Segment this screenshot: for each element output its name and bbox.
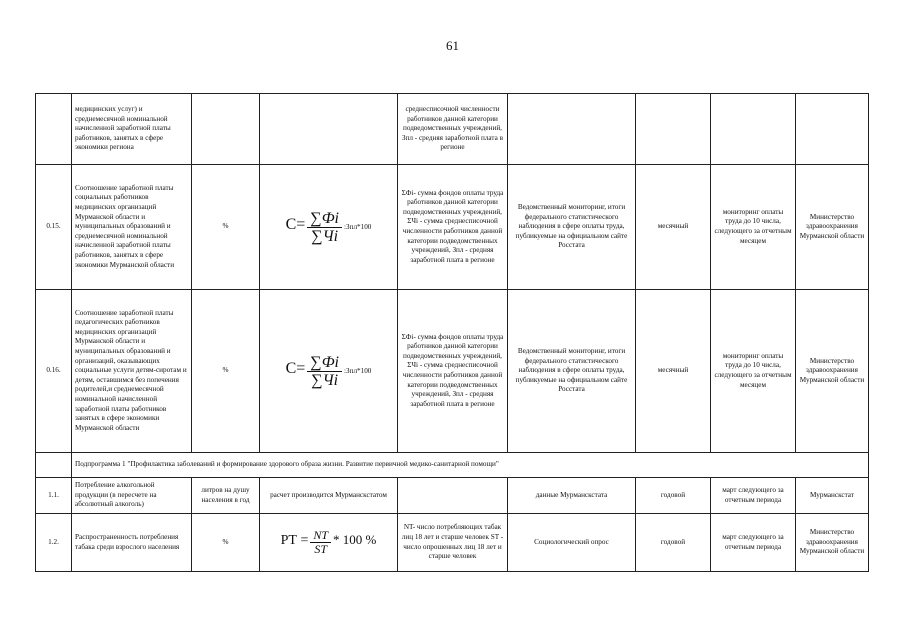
deadline: март следующего за отчетным периода [711, 478, 796, 514]
data-source: данные Мурманскстата [508, 478, 636, 514]
periodicity: годовой [636, 514, 711, 572]
section-spacer [36, 453, 72, 478]
formula [260, 165, 398, 290]
formula-lhs: С= [285, 359, 306, 377]
formula-notes: среднесписочной численности работников данной категории подведомственных учреждений, Зпл - средняя заработной плата в регионе [398, 94, 508, 165]
responsible [796, 94, 869, 165]
row-number: 1.2. [36, 514, 72, 572]
deadline: мониторинг оплаты труда до 10 числа, следующего за отчетным месяцем [711, 165, 796, 290]
formula-denominator: ∑Чi [311, 371, 339, 389]
formula-notes: NT- число потребляющих табак лиц 18 лет и старше человек ST - число опрошенных лиц 18 лет и старше человек [398, 514, 508, 572]
indicator-name: Потребление алкогольной продукции (в пересчете на абсолютный алкоголь) [72, 478, 192, 514]
indicator-name: Соотношение заработной платы социальных работников медицинских организаций Мурманской области и муниципальных образований и среднемесячной номинальной начисленной заработной платы работников, занятых в сфере экономики Мурманской области [72, 165, 192, 290]
formula-numerator: ∑Фi [307, 354, 342, 372]
periodicity: месячный [636, 290, 711, 453]
section-header-row [36, 453, 869, 478]
indicators-table [35, 93, 869, 572]
formula-denominator: ST [314, 542, 328, 556]
formula-fraction [307, 210, 342, 245]
data-source: Ведомственный мониторинг, итоги федерального статистического наблюдения в сфере оплаты труда, публикуемые на официальном сайте Росстата [508, 290, 636, 453]
responsible: Министерство здравоохранения Мурманской области [796, 290, 869, 453]
responsible: Министерство здравоохранения Мурманской области [796, 165, 869, 290]
formula: расчет производится Мурманскстатом [260, 478, 398, 514]
deadline: март следующего за отчетным периода [711, 514, 796, 572]
formula-denominator: ∑Чi [311, 227, 339, 245]
formula [260, 94, 398, 165]
responsible: Мурманскстат [796, 478, 869, 514]
indicator-name: Соотношение заработной платы педагогических работников медицинских организаций Мурманской области и муниципальных образований и организаций, оказывающих социальные услуги детям-сиротам и детям, оставшимся без попечения родителей,и среднемесячной номинальной начисленной заработной платы работников занятых в сфере экономики Мурманской области [72, 290, 192, 453]
periodicity [636, 94, 711, 165]
formula [260, 290, 398, 453]
table-row [36, 94, 869, 165]
deadline [711, 94, 796, 165]
unit: литров на душу населения в год [192, 478, 260, 514]
formula-lhs: PТ = [280, 533, 309, 549]
page-number: 61 [446, 38, 459, 53]
table-row [36, 290, 869, 453]
row-number: 0.16. [36, 290, 72, 453]
periodicity: месячный [636, 165, 711, 290]
formula-rhs: * 100 % [333, 532, 377, 548]
data-source: Ведомственный мониторинг, итоги федерального статистического наблюдения в сфере оплаты труда, публикуемые на официальном сайте Росстата [508, 165, 636, 290]
formula-notes: ΣФi- сумма фондов оплаты труда работников данной категории подведомственных учреждений, ΣЧi - сумма среднесписочной численности работников данной категории подведомственных учреждений, Зпл - средняя заработной плата в регионе [398, 290, 508, 453]
formula-fraction [310, 529, 331, 556]
table-row [36, 514, 869, 572]
section-title: Подпрограмма 1 "Профилактика заболеваний и формирование здорового образа жизни. Развитие первичной медико-санитарной помощи" [72, 453, 869, 478]
formula-numerator: NT [310, 529, 331, 543]
table-row [36, 165, 869, 290]
table-row [36, 478, 869, 514]
formula-notes [398, 478, 508, 514]
formula-numerator: ∑Фi [307, 210, 342, 228]
formula-notes: ΣФi- сумма фондов оплаты труда работников данной категории подведомственных учреждений, ΣЧi - сумма среднесписочной численности работников данной категории подведомственных учреждений, Зпл - средняя заработной плата в регионе [398, 165, 508, 290]
formula [260, 514, 398, 572]
row-number [36, 94, 72, 165]
row-number: 0.15. [36, 165, 72, 290]
row-number: 1.1. [36, 478, 72, 514]
indicator-name: медицинских услуг) и среднемесячной номинальной начисленной заработной платы работников, занятых в сфере экономики региона [72, 94, 192, 165]
unit: % [192, 290, 260, 453]
data-source: Социологический опрос [508, 514, 636, 572]
unit: % [192, 514, 260, 572]
unit: % [192, 165, 260, 290]
indicator-name: Распространенность потребления табака среди взрослого населения [72, 514, 192, 572]
periodicity: годовой [636, 478, 711, 514]
formula-fraction [307, 354, 342, 389]
formula-lhs: С= [285, 215, 306, 233]
responsible: Министерство здравоохранения Мурманской области [796, 514, 869, 572]
formula-rhs: :Зпл*100 [344, 366, 372, 375]
deadline: мониторинг оплаты труда до 10 числа, следующего за отчетным месяцем [711, 290, 796, 453]
unit [192, 94, 260, 165]
data-source [508, 94, 636, 165]
formula-rhs: :Зпл*100 [344, 222, 372, 231]
